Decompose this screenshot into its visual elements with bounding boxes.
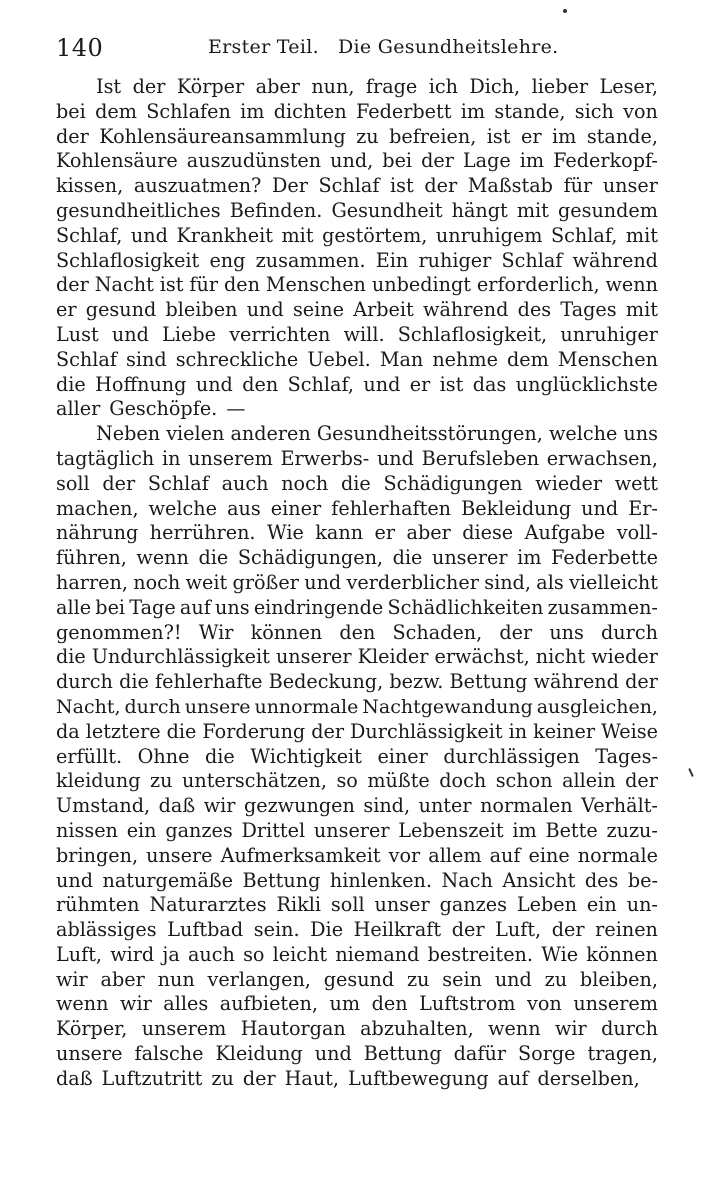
text-line: bei dem Schlafen im dichten Federbett im stande, sich von bbox=[56, 99, 658, 123]
paragraph bbox=[56, 422, 658, 1092]
text-line: bringen, unsere Aufmerksamkeit vor allem auf eine normale bbox=[56, 843, 658, 867]
text-line: Luft, wird ja auch so leicht niemand bestreiten. Wie können bbox=[56, 942, 658, 966]
text-line: kissen, auszuatmen? Der Schlaf ist der Maßstab für unser bbox=[56, 174, 658, 198]
text-line: Schlaf, und Krankheit mit gestörtem, unruhigem Schlaf, mit bbox=[56, 223, 658, 247]
text-line: Neben vielen anderen Gesundheitsstörungen, welche uns bbox=[96, 422, 658, 446]
text-line: durch die fehlerhafte Bedeckung, bezw. Bettung während der bbox=[56, 670, 658, 694]
text-line: Kohlensäure auszudünsten und, bei der Lage im Federkopf- bbox=[56, 149, 658, 173]
text-line: nährung herrühren. Wie kann er aber diese Aufgabe voll- bbox=[56, 521, 658, 545]
text-line: Nacht, durch unsere unnormale Nachtgewandung ausgleichen, bbox=[56, 695, 658, 718]
text-line: soll der Schlaf auch noch die Schädigungen wieder wett bbox=[56, 471, 658, 495]
text-line: da letztere die Forderung der Durchlässigkeit in keiner Weise bbox=[56, 719, 658, 743]
text-line: Ist der Körper aber nun, frage ich Dich, lieber Leser, bbox=[96, 75, 658, 98]
text-line: genommen?! Wir können den Schaden, der uns durch bbox=[56, 620, 658, 644]
text-line: machen, welche aus einer fehlerhaften Bekleidung und Er- bbox=[56, 496, 658, 520]
text-line: rühmten Naturarztes Rikli soll unser ganzes Leben ein un- bbox=[56, 893, 658, 917]
page-number: 140 bbox=[56, 34, 104, 62]
page-header bbox=[56, 32, 656, 66]
paragraph bbox=[56, 75, 658, 422]
text-line: Umstand, daß wir gezwungen sind, unter normalen Verhält- bbox=[56, 794, 658, 818]
text-line: tagtäglich in unserem Erwerbs- und Berufsleben erwachsen, bbox=[56, 446, 658, 470]
running-title: Erster Teil. Die Gesundheitslehre. bbox=[208, 36, 559, 58]
text-line: Schlaflosigkeit eng zusammen. Ein ruhiger Schlaf während bbox=[56, 248, 658, 272]
body-text bbox=[56, 75, 658, 1092]
text-line: wir aber nun verlangen, gesund zu sein und zu bleiben, bbox=[56, 967, 658, 991]
text-line: führen, wenn die Schädigungen, die unserer im Federbette bbox=[56, 546, 658, 570]
text-line: Schlaf sind schreckliche Uebel. Man nehme dem Menschen bbox=[56, 347, 658, 371]
text-line: der Kohlensäureansammlung zu befreien, ist er im stande, bbox=[56, 124, 658, 148]
text-line: harren, noch weit größer und verderblicher sind, als vielleicht bbox=[56, 570, 658, 594]
text-line: die Hoffnung und den Schlaf, und er ist das unglücklichste bbox=[56, 372, 658, 396]
text-line: kleidung zu unterschätzen, so müßte doch schon allein der bbox=[56, 769, 658, 793]
text-line: und naturgemäße Bettung hinlenken. Nach Ansicht des be- bbox=[56, 868, 658, 892]
text-line: alle bei Tage auf uns eindringende Schädlichkeiten zusammen- bbox=[56, 595, 658, 619]
text-line: wenn wir alles aufbieten, um den Luftstrom von unserem bbox=[56, 992, 658, 1016]
text-line: nissen ein ganzes Drittel unserer Lebenszeit im Bette zuzu- bbox=[56, 818, 658, 842]
text-line: gesundheitliches Befinden. Gesundheit hängt mit gesundem bbox=[56, 198, 658, 222]
text-line: die Undurchlässigkeit unserer Kleider erwächst, nicht wieder bbox=[56, 645, 658, 669]
text-line: ablässiges Luftbad sein. Die Heilkraft der Luft, der reinen bbox=[56, 918, 658, 942]
print-speck bbox=[688, 768, 694, 777]
text-line: der Nacht ist für den Menschen unbedingt erforderlich, wenn bbox=[56, 273, 658, 297]
text-line: Körper, unserem Hautorgan abzuhalten, wenn wir durch bbox=[56, 1017, 658, 1041]
text-line: erfüllt. Ohne die Wichtigkeit einer durchlässigen Tages- bbox=[56, 744, 658, 768]
text-line: aller Geschöpfe. — bbox=[56, 397, 246, 421]
text-line: er gesund bleiben und seine Arbeit während des Tages mit bbox=[56, 298, 658, 322]
text-line: daß Luftzutritt zu der Haut, Luftbewegung auf derselben, bbox=[56, 1066, 640, 1090]
print-speck bbox=[563, 9, 567, 13]
text-line: unsere falsche Kleidung und Bettung dafür Sorge tragen, bbox=[56, 1042, 658, 1066]
text-line: Lust und Liebe verrichten will. Schlaflosigkeit, unruhiger bbox=[56, 322, 658, 346]
